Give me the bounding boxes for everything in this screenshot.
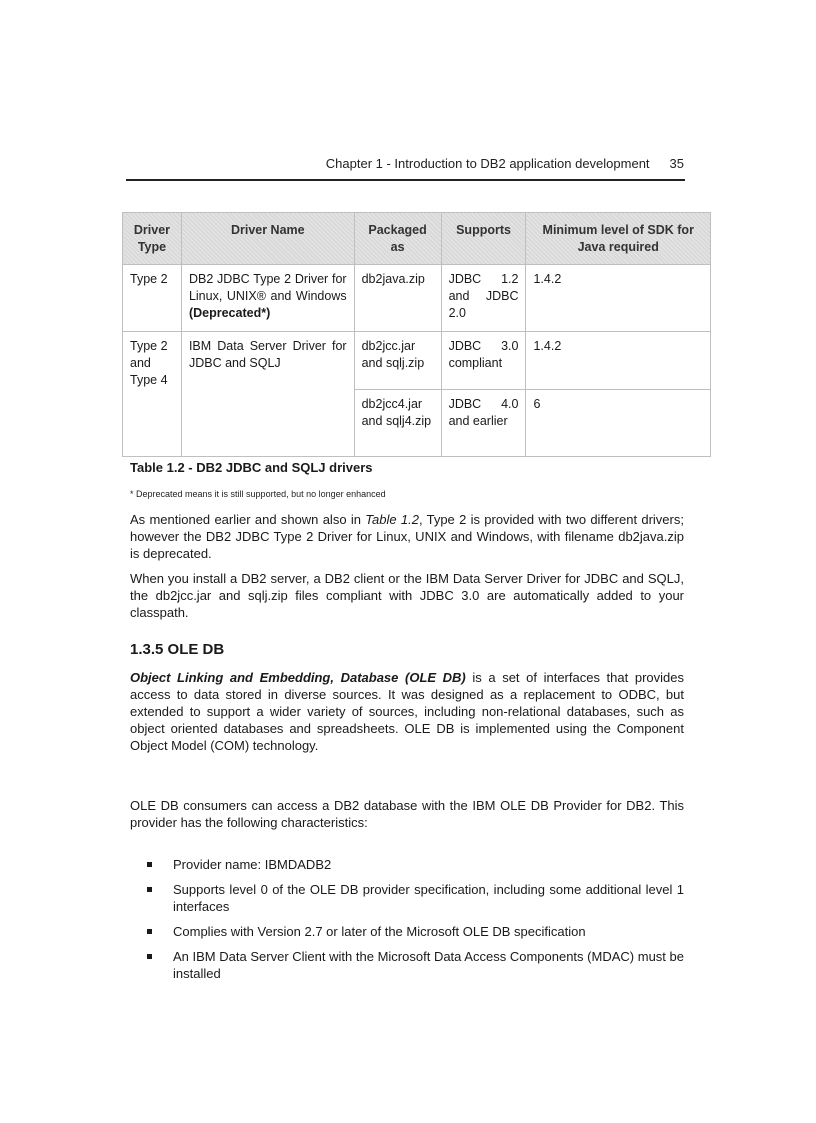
paragraph-consumers: OLE DB consumers can access a DB2 database with the IBM OLE DB Provider for DB2. This provider has the following characteristics:: [130, 798, 684, 830]
paragraph-ole-db: [130, 669, 684, 754]
paragraph-install: When you install a DB2 server, a DB2 client or the IBM Data Server Driver for JDBC and SQLJ, the db2jcc.jar and sqlj.zip files compliant with JDBC 3.0 are automatically added to your classpath.: [130, 571, 684, 620]
deprecated-note: (Deprecated*): [188, 306, 271, 320]
bullet-icon: [147, 929, 152, 934]
paragraph-deprecation: [130, 511, 684, 562]
table-caption: Table 1.2 - DB2 JDBC and SQLJ drivers: [130, 460, 373, 475]
page-number: 35: [669, 156, 684, 171]
chapter-title: Chapter 1 - Introduction to DB2 application development: [325, 156, 650, 171]
bullet-icon: [147, 954, 152, 959]
cell-type: Type 2 and Type 4: [123, 332, 182, 457]
table-row: [123, 332, 711, 390]
cell-name: IBM Data Server Driver for JDBC and SQLJ: [181, 332, 354, 457]
bullet-icon: [147, 862, 152, 867]
table-row: [123, 265, 711, 332]
header-divider: [126, 179, 685, 181]
header-driver-name: Driver Name: [181, 213, 354, 265]
cell-package: db2jcc.jar and sqlj.zip: [354, 332, 441, 390]
section-title: 1.3.5 OLE DB: [130, 641, 225, 658]
cell-name: [181, 265, 354, 332]
cell-sdk: 1.4.2: [526, 332, 711, 390]
list-item: Provider name: IBMDADB2: [130, 856, 684, 873]
cell-supports: JDBC 1.2 and JDBC 2.0: [441, 265, 526, 332]
ole-db-term: Object Linking and Embedding, Database (OLE DB): [130, 670, 466, 685]
cell-sdk: 6: [526, 390, 711, 457]
header-min-sdk: Minimum level of SDK for Java required: [526, 213, 711, 265]
para-text: is a set of interfaces that provides access to data stored in diverse sources. It was designed as a replacement to ODBC, but extended to support a wider variety of sources, including non-relational databases, such as object oriented databases and spreadsheets. OLE DB is implemented using the Component Object Model (COM) technology.: [130, 670, 684, 753]
cell-supports: JDBC 3.0 compliant: [441, 332, 526, 390]
list-item: Complies with Version 2.7 or later of the Microsoft OLE DB specification: [130, 923, 684, 940]
para-text: , Type 2 is provided with two different drivers; however the DB2 JDBC Type 2 Driver for Linux, UNIX and Windows, with filename db2java.zip is deprecated.: [130, 512, 684, 561]
characteristics-list: [130, 856, 684, 990]
para-text: As mentioned earlier and shown also in: [130, 512, 361, 527]
cell-supports: JDBC 4.0 and earlier: [441, 390, 526, 457]
list-item: Supports level 0 of the OLE DB provider specification, including some additional level 1 interfaces: [130, 881, 684, 915]
header-supports: Supports: [441, 213, 526, 265]
cell-package: db2java.zip: [354, 265, 441, 332]
running-header: [126, 156, 684, 171]
table-reference: Table 1.2: [365, 512, 419, 527]
header-packaged-as: Packaged as: [354, 213, 441, 265]
list-item: An IBM Data Server Client with the Microsoft Data Access Components (MDAC) must be installed: [130, 948, 684, 982]
table-header-row: [123, 213, 711, 265]
cell-type: Type 2: [123, 265, 182, 332]
drivers-table: [122, 212, 711, 457]
cell-package: db2jcc4.jar and sqlj4.zip: [354, 390, 441, 457]
cell-sdk: 1.4.2: [526, 265, 711, 332]
driver-name: DB2 JDBC Type 2 Driver for Linux, UNIX® and Windows: [188, 272, 347, 303]
footnote: * Deprecated means it is still supported, but no longer enhanced: [130, 489, 386, 499]
bullet-icon: [147, 887, 152, 892]
header-driver-type: Driver Type: [123, 213, 182, 265]
